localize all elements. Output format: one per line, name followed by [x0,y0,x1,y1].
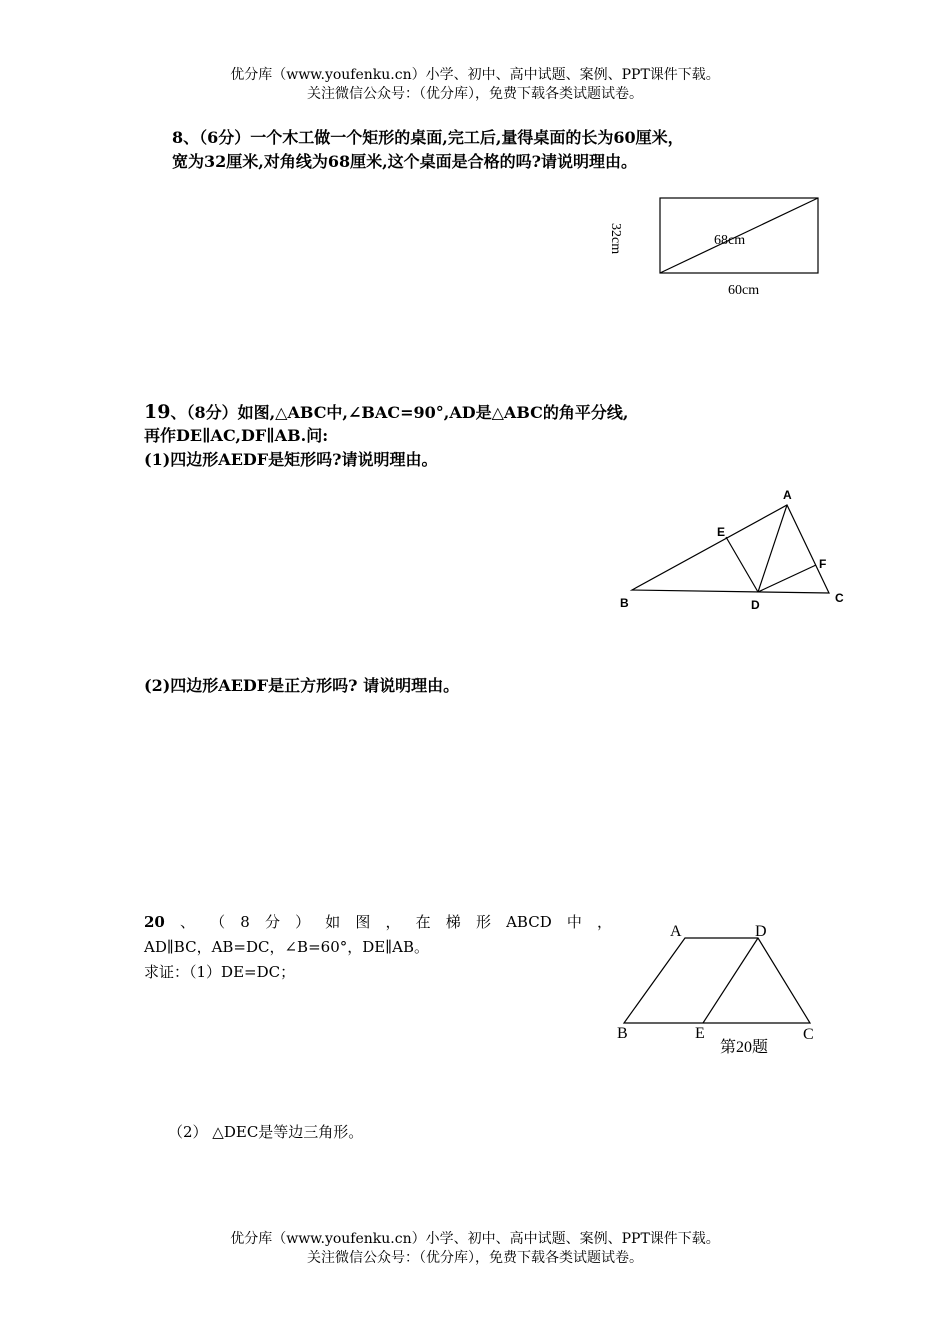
q20-char: ， [385,913,401,931]
q19-stem: 、（8分）如图,△ABC中,∠BAC=90°,AD是△ABC的角平分线, [170,403,629,422]
q18-rectangle-figure [600,190,840,310]
q20-char: 梯 [445,913,461,931]
q20-char: 分 [264,913,280,931]
length-label: 60cm [728,283,760,298]
q19-part-1: (1)四边形AEDF是矩形吗?请说明理由。 [144,450,438,469]
point-b-label: B [617,1025,628,1042]
q20-line-2: AD∥BC，AB=DC，∠B=60°，DE∥AB。 [144,938,430,956]
q20-char: ， [596,913,612,931]
point-c-label: C [803,1026,814,1043]
figure-caption: 第20题 [720,1039,769,1056]
q19-line-1 [144,400,628,425]
q20-char: ） [295,913,311,931]
point-d-label: D [751,598,760,612]
q20-char: 8 [240,913,250,931]
q18-line-1: 8、（6分）一个木工做一个矩形的桌面,完工后,量得桌面的长为60厘米， [172,128,684,147]
q20-trapezoid-figure [600,910,840,1065]
triangle-abc [632,505,829,593]
point-d-label: D [755,923,767,940]
footer-line-2: 关注微信公众号：（优分库），免费下载各类试题试卷。 [307,1250,643,1266]
header-line-1: 优分库（www.youfenku.cn）小学、初中、高中试题、案例、PPT课件下载。 [230,67,720,83]
q18-line-2: 宽为32厘米,对角线为68厘米,这个桌面是合格的吗?请说明理由。 [172,152,638,171]
q20-char: ABCD [506,913,552,931]
q19-number: 19 [144,401,171,423]
q20-line-1 [144,910,612,934]
point-a-label: A [670,923,682,940]
footer-line-1: 优分库（www.youfenku.cn）小学、初中、高中试题、案例、PPT课件下载。 [230,1231,720,1247]
diagonal-label: 68cm [714,233,746,248]
q20-char: （ [210,913,226,931]
segment-de [703,938,758,1023]
q20-char: 图 [355,913,371,931]
q20-line-3: 求证：（1）DE=DC； [144,963,296,981]
q20-char: 、 [180,913,196,931]
trapezoid-abcd [624,938,810,1023]
point-e-label: E [695,1025,705,1042]
point-c-label: C [835,591,844,605]
point-e-label: E [717,525,726,539]
segment-df [758,565,816,592]
q20-char: 在 [415,913,431,931]
header-line-2: 关注微信公众号：（优分库），免费下载各类试题试卷。 [307,86,643,102]
q19-triangle-figure [612,480,862,620]
point-b-label: B [620,596,629,610]
q20-char: 如 [325,913,341,931]
width-label: 32cm [608,223,623,255]
q20-char: 中 [566,913,582,931]
q19-part-2: (2)四边形AEDF是正方形吗? 请说明理由。 [144,676,460,695]
q20-part-2: （2） △DEC是等边三角形。 [168,1123,364,1141]
segment-de [726,537,758,592]
point-a-label: A [783,488,792,502]
q20-number: 20 [144,913,165,931]
point-f-label: F [819,557,827,571]
q20-char: 形 [475,913,491,931]
q19-line-2: 再作DE∥AC,DF∥AB.问: [144,426,329,445]
